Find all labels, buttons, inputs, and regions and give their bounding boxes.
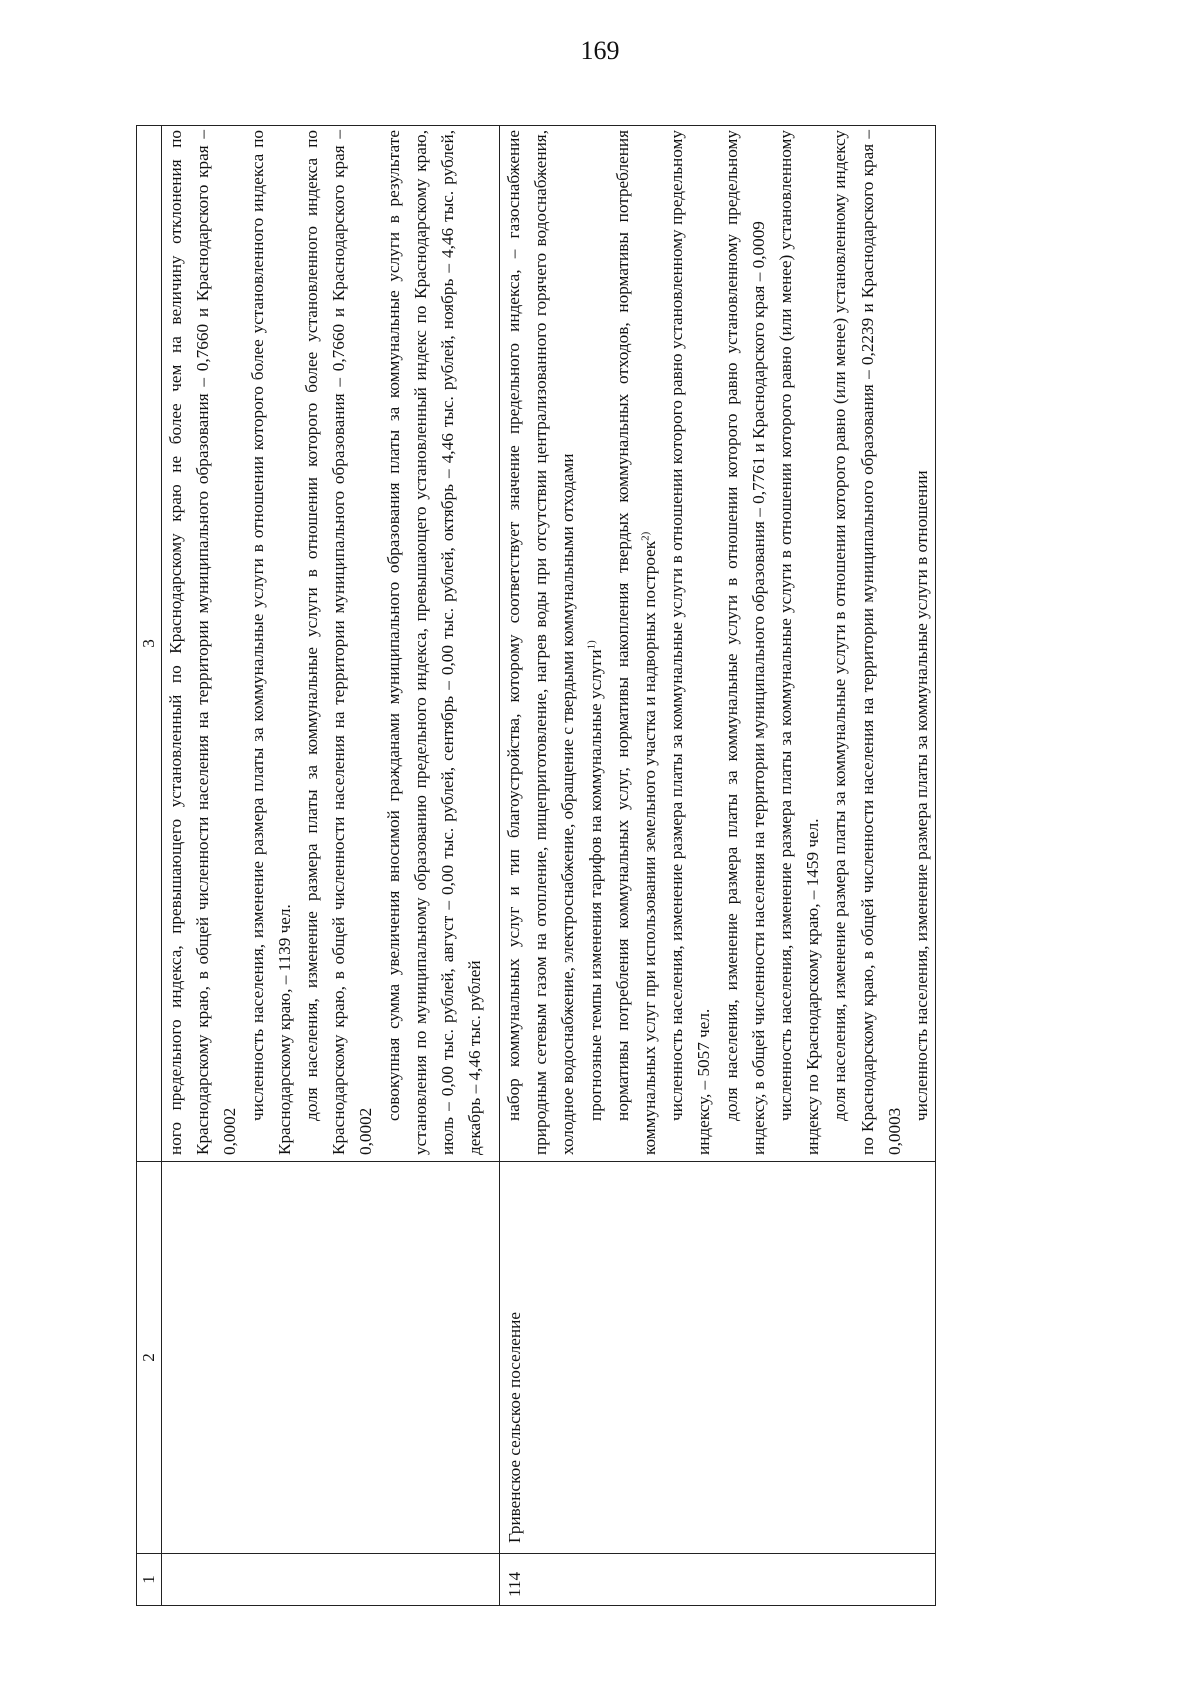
paragraph bbox=[582, 130, 609, 1155]
header-col-2: 2 bbox=[137, 1162, 162, 1554]
paragraph-text: прогнозные темпы изменения тарифов на коммунальные услуги bbox=[585, 649, 605, 1121]
paragraph: доля населения, изменение размера платы за коммунальные услуги в отношении которого равно установленному предельному индексу, в общей численности населения на территории муниципального образования – 0,7761 и Краснодарского края – 0,0009 bbox=[721, 130, 768, 1155]
paragraph: численность населения, изменение размера платы за коммунальные услуги в отношении которого равно (или менее) установленному индексу по Краснодарскому краю, – 1459 чел. bbox=[776, 130, 823, 1155]
paragraph: ного предельного индекса, превышающего установленный по Краснодарскому краю не более чем на величину отклонения по Краснодарскому краю, в общей численности населения на территории муниципального образования – 0,7660 и Краснодарского края – 0,0002 bbox=[166, 130, 240, 1155]
paragraph-text: нормативы потребления коммунальных услуг, нормативы накопления твердых коммунальных отходов, нормативы потребления коммунальных услуг при использовании земельного участка и надворных построек bbox=[612, 130, 660, 1155]
paragraph: доля населения, изменение размера платы за коммунальные услуги в отношении которого более установленного индекса по Краснодарскому краю, в общей численности населения на территории муниципального образования – 0,7660 и Краснодарского края – 0,0002 bbox=[302, 130, 376, 1155]
paragraph bbox=[609, 130, 663, 1155]
row-number: 114 bbox=[500, 1554, 936, 1606]
header-row bbox=[137, 126, 162, 1606]
rotated-table-wrapper bbox=[136, 126, 1094, 1606]
paragraph: численность населения, изменение размера платы за коммунальные услуги в отношении которого равно установленному предельному индексу, – 5057 чел. bbox=[667, 130, 714, 1155]
municipality-name: Гривенское сельское поселение bbox=[500, 1162, 936, 1554]
table-frame bbox=[136, 126, 1094, 1606]
row-number bbox=[162, 1554, 500, 1606]
row-description bbox=[500, 126, 936, 1162]
footnote-mark: 1) bbox=[584, 640, 597, 650]
table-row-continued bbox=[162, 126, 500, 1606]
paragraph: численность населения, изменение размера платы за коммунальные услуги в отношении которого более установленного индекса по Краснодарскому краю, – 1139 чел. bbox=[247, 130, 294, 1155]
paragraph: доля населения, изменение размера платы за коммунальные услуги в отношении которого равно (или менее) установленному индексу по Краснодарскому краю, в общей численности населения на территории муниципального образования – 0,2239 и Краснодарского края – 0,0003 bbox=[830, 130, 904, 1155]
paragraph: численность населения, изменение размера платы за коммунальные услуги в отношении bbox=[912, 470, 932, 1121]
row-description bbox=[162, 126, 500, 1162]
header-col-1: 1 bbox=[137, 1554, 162, 1606]
paragraph: набор коммунальных услуг и тип благоустройства, которому соответствует значение предельного индекса, – газоснабжение природным сетевым газом на отопление, пищеприготовление, нагрев воды при отсутствии централизованного горячего водоснабжения, холодное водоснабжение, электроснабжение, обращение с твердыми коммунальными отходами bbox=[504, 130, 578, 1155]
footnote-mark: 2) bbox=[639, 531, 652, 541]
paragraph: совокупная сумма увеличения вносимой гражданами муниципального образования платы за коммунальные услуги в результате установления по муниципальному образованию предельного индекса, превышающего установленный индекс по Краснодарскому краю, июль – 0,00 тыс. рублей, август – 0,00 тыс. рублей, сентябрь – 0,00 тыс. рублей, октябрь – 4,46 тыс. рублей, ноябрь – 4,46 тыс. рублей, декабрь – 4,46 тыс. рублей bbox=[383, 130, 485, 1155]
header-col-3: 3 bbox=[137, 126, 162, 1162]
utility-index-table bbox=[136, 125, 936, 1606]
municipality-name bbox=[162, 1162, 500, 1554]
table-row-114 bbox=[500, 126, 936, 1606]
page-number: 169 bbox=[580, 36, 620, 65]
